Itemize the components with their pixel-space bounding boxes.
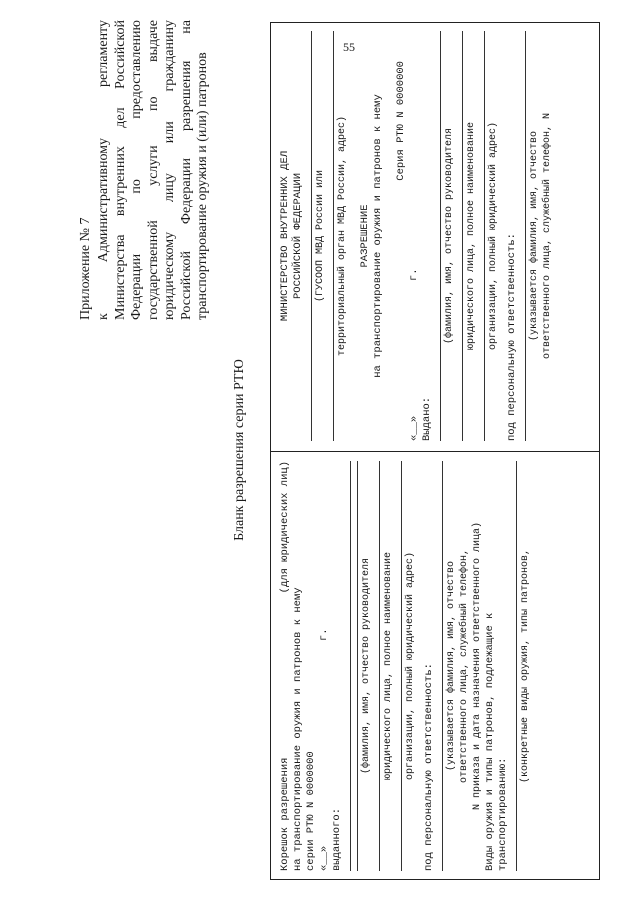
permit-column	[279, 31, 554, 441]
appendix-line: юридическому лицу или гражданину	[162, 20, 177, 320]
blank-line	[516, 461, 517, 871]
appendix-line: к Административному регламенту	[96, 20, 111, 320]
form-frame	[270, 22, 600, 880]
appendix-line: Российской Федерации разрешения на	[178, 20, 194, 320]
page-number: 55	[343, 40, 355, 54]
permit-caption-org: юридического лица, полное наименование	[466, 121, 477, 351]
stub-responsible-caption-1: (указывается фамилия, имя, отчество	[446, 560, 457, 772]
blank-line	[440, 31, 441, 441]
stub-title: Корешок разрешения	[279, 757, 291, 871]
blank-line	[379, 461, 380, 871]
stub-series: серии РТЮ N 0000000	[305, 751, 317, 871]
stub-responsible-caption-2: ответственного лица, служебный телефон,	[459, 548, 470, 784]
permit-responsible-caption-1: (указывается фамилия, имя, отчество	[529, 130, 540, 342]
appendix-heading: Приложение № 7	[78, 217, 93, 320]
stub-date-year: г.	[318, 628, 330, 641]
ministry-line-2: РОССИЙСКОЙ ФЕДЕРАЦИИ	[292, 172, 304, 300]
permit-subject: на транспортирование оружия и патронов к нему	[372, 94, 384, 378]
stub-responsible-label: под персональную ответственность:	[423, 663, 435, 871]
permit-date-row	[408, 31, 421, 441]
blank-title: Бланк разрешения серии РТЮ	[232, 359, 247, 541]
permit-responsible-label: под персональную ответственность:	[506, 233, 518, 441]
appendix-header	[78, 20, 212, 320]
permit-caption-address: организации, полный юридический адрес)	[488, 121, 499, 351]
permit-date-year: г.	[408, 268, 420, 281]
permit-responsible-caption-2: ответственного лица, служебный телефон, N	[542, 112, 553, 360]
blank-line	[442, 461, 443, 871]
column-divider	[271, 451, 599, 452]
permit-date-day: «__»	[408, 415, 420, 441]
stub-column	[279, 461, 532, 871]
appendix-line: транспортирование оружия и (или) патронов	[195, 52, 210, 320]
stub-responsible-caption-3: N приказа и дата назначения ответственного лица)	[472, 521, 483, 811]
blank-line	[484, 31, 485, 441]
blank-line	[462, 31, 463, 441]
appendix-line: Федерации по предоставлению	[129, 20, 144, 320]
stub-types-label-1: Виды оружия и типы патронов, подлежащие к	[484, 612, 496, 871]
gusoop-caption: (ГУСООП МВД России или	[315, 169, 326, 303]
stub-caption-head: (фамилия, имя, отчество руководителя	[361, 557, 372, 775]
stub-legal-entity-note: (для юридических лиц)	[279, 461, 291, 594]
stub-date-day: «__»	[318, 845, 330, 871]
blank-line	[525, 31, 526, 441]
permit-series: Серия РТЮ N 0000000	[395, 61, 407, 181]
stub-types-caption: (конкретные виды оружия, типы патронов,	[520, 548, 531, 784]
stub-date-row	[318, 461, 331, 871]
stub-title-row	[279, 461, 292, 871]
stub-subject: на транспортирование оружия и патронов к нему	[292, 587, 304, 871]
blank-line	[333, 31, 334, 441]
blank-line	[357, 461, 358, 871]
stub-issued-label: выданного:	[331, 807, 343, 871]
ministry-line-1: МИНИСТЕРСТВО ВНУТРЕННИХ ДЕЛ	[279, 150, 291, 322]
permit-caption-head: (фамилия, имя, отчество руководителя	[444, 127, 455, 345]
blank-line	[401, 461, 402, 871]
stub-types-label-2: транспортированию:	[497, 757, 509, 871]
blank-line	[350, 461, 351, 871]
stub-caption-org: юридического лица, полное наименование	[383, 551, 394, 781]
blank-line	[311, 31, 312, 441]
territorial-caption: территориальный орган МВД России, адрес)	[337, 115, 348, 357]
stub-caption-address: организации, полный юридический адрес)	[405, 551, 416, 781]
permit-issued-label: Выдано:	[421, 396, 433, 441]
appendix-line: Министерства внутренних дел Российской	[112, 20, 128, 320]
appendix-line: государственной услуги по выдаче	[145, 20, 161, 320]
rotated-page-content	[40, 20, 600, 880]
permit-word: РАЗРЕШЕНИЕ	[359, 204, 371, 268]
